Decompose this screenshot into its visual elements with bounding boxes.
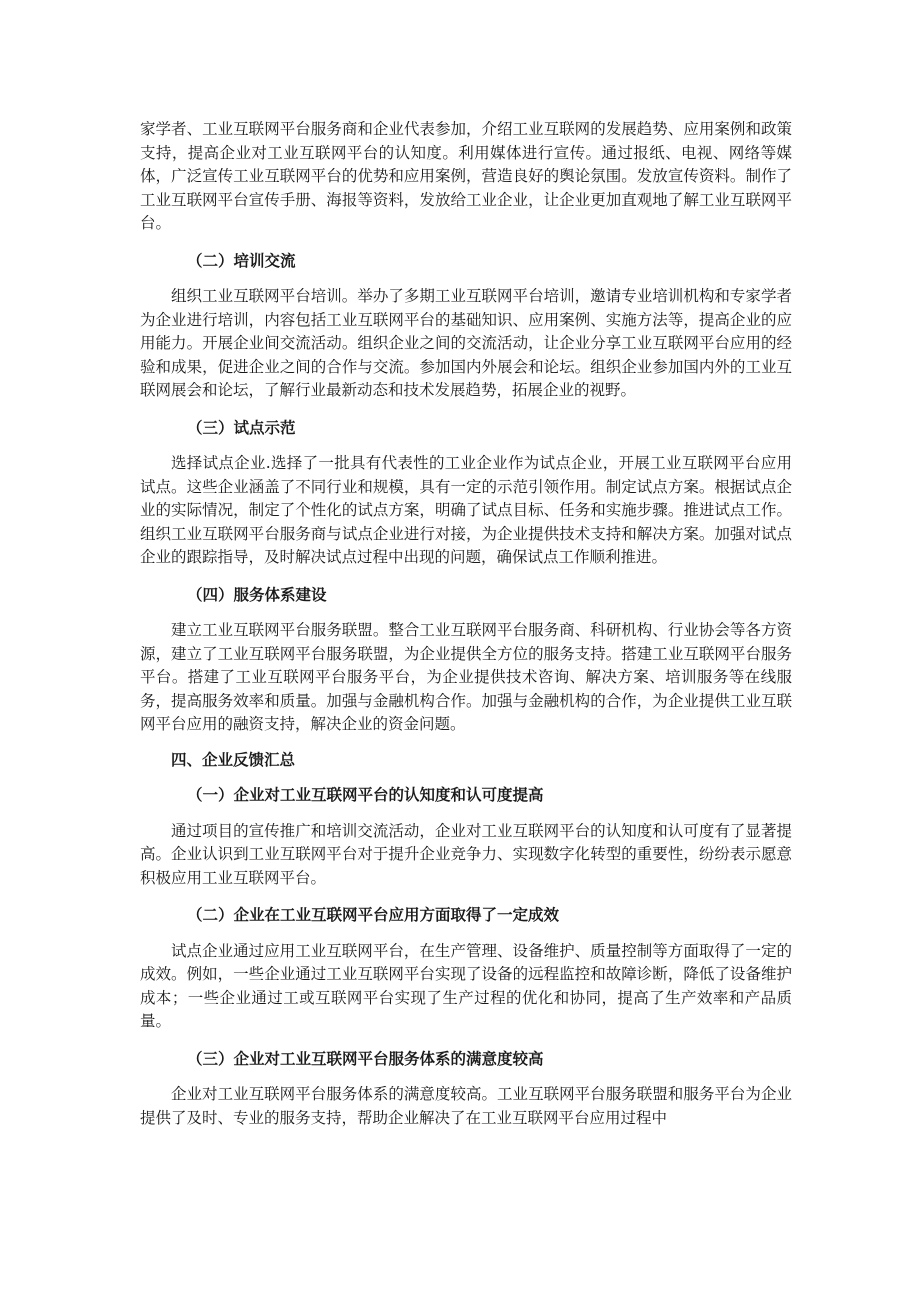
feedback-body-awareness: 通过项目的宣传推广和培训交流活动，企业对工业互联网平台的认知度和认可度有了显著提高。企业认识到工业互联网平台对于提升企业竞争力、实现数字化转型的重要性，纷纷表示愿意积极应用工业互联网平台。: [140, 821, 792, 887]
section-body-training: 组织工业互联网平台培训。举办了多期工业互联网平台培训，邀请专业培训机构和专家学者为企业进行培训，内容包括工业互联网平台的基础知识、应用案例、实施方法等，提高企业的应用能力。开展企业间交流活动。组织企业之间的交流活动，让企业分享工业互联网平台应用的经验和成果，促进企业之间的合作与交流。参加国内外展会和论坛。组织企业参加国内外的工业互联网展会和论坛，了解行业最新动态和技术发展趋势，拓展企业的视野。: [140, 287, 792, 399]
section-heading-training: （二）培训交流: [187, 251, 296, 270]
document-page: [140, 118, 792, 1130]
chapter-heading-feedback: 四、企业反馈汇总: [171, 750, 296, 769]
section-body-pilot: 选择试点企业.选择了一批具有代表性的工业企业作为试点企业，开展工业互联网平台应用试点。这些企业涵盖了不同行业和规模，具有一定的示范引领作用。制定试点方案。根据试点企业的实际情况，制定了个性化的试点方案，明确了试点目标、任务和实施步骤。推进试点工作。组织工业互联网平台服务商与试点企业进行对接，为企业提供技术支持和解决方案。加强对试点企业的跟踪指导，及时解决试点过程中出现的问题，确保试点工作顺利推进。: [140, 454, 792, 566]
feedback-heading-awareness: （一）企业对工业互联网平台的认知度和认可度提高: [187, 786, 544, 804]
feedback-body-results: 试点企业通过应用工业互联网平台，在生产管理、设备维护、质量控制等方面取得了一定的成效。例如，一些企业通过工业互联网平台实现了设备的远程监控和故障诊断，降低了设备维护成本；一些企业通过工或互联网平台实现了生产过程的优化和协同，提高了生产效率和产品质量。: [140, 941, 792, 1030]
section-body-service-system: 建立工业互联网平台服务联盟。整合工业互联网平台服务商、科研机构、行业协会等各方资源，建立了工业互联网平台服务联盟，为企业提供全方位的服务支持。搭建工业互联网平台服务平台。搭建了工业互联网平台服务平台，为企业提供技术咨询、解决方案、培训服务等在线服务，提高服务效率和质量。加强与金融机构合作。加强与金融机构的合作，为企业提供工业互联网平台应用的融资支持，解决企业的资金问题。: [140, 621, 792, 733]
feedback-heading-satisfaction: （三）企业对工业互联网平台服务体系的满意度较高: [187, 1049, 544, 1068]
feedback-body-satisfaction: 企业对工业互联网平台服务体系的满意度较高。工业互联网平台服务联盟和服务平台为企业提供了及时、专业的服务支持，帮助企业解决了在工业互联网平台应用过程中: [140, 1085, 792, 1127]
intro-paragraph: 家学者、工业互联网平台服务商和企业代表参加，介绍工业互联网的发展趋势、应用案例和政策支持，提高企业对工业互联网平台的认知度。利用媒体进行宣传。通过报纸、电视、网络等媒体，广泛宣传工业互联网平台的优势和应用案例，营造良好的舆论氛围。发放宣传资料。制作了工业互联网平台宣传手册、海报等资料，发放给工业企业，让企业更加直观地了解工业互联网平台。: [140, 120, 792, 232]
section-heading-pilot: （三）试点示范: [187, 418, 296, 437]
feedback-heading-results: （二）企业在工业互联网平台应用方面取得了一定成效: [187, 906, 560, 924]
section-heading-service-system: （四）服务体系建设: [187, 585, 327, 604]
